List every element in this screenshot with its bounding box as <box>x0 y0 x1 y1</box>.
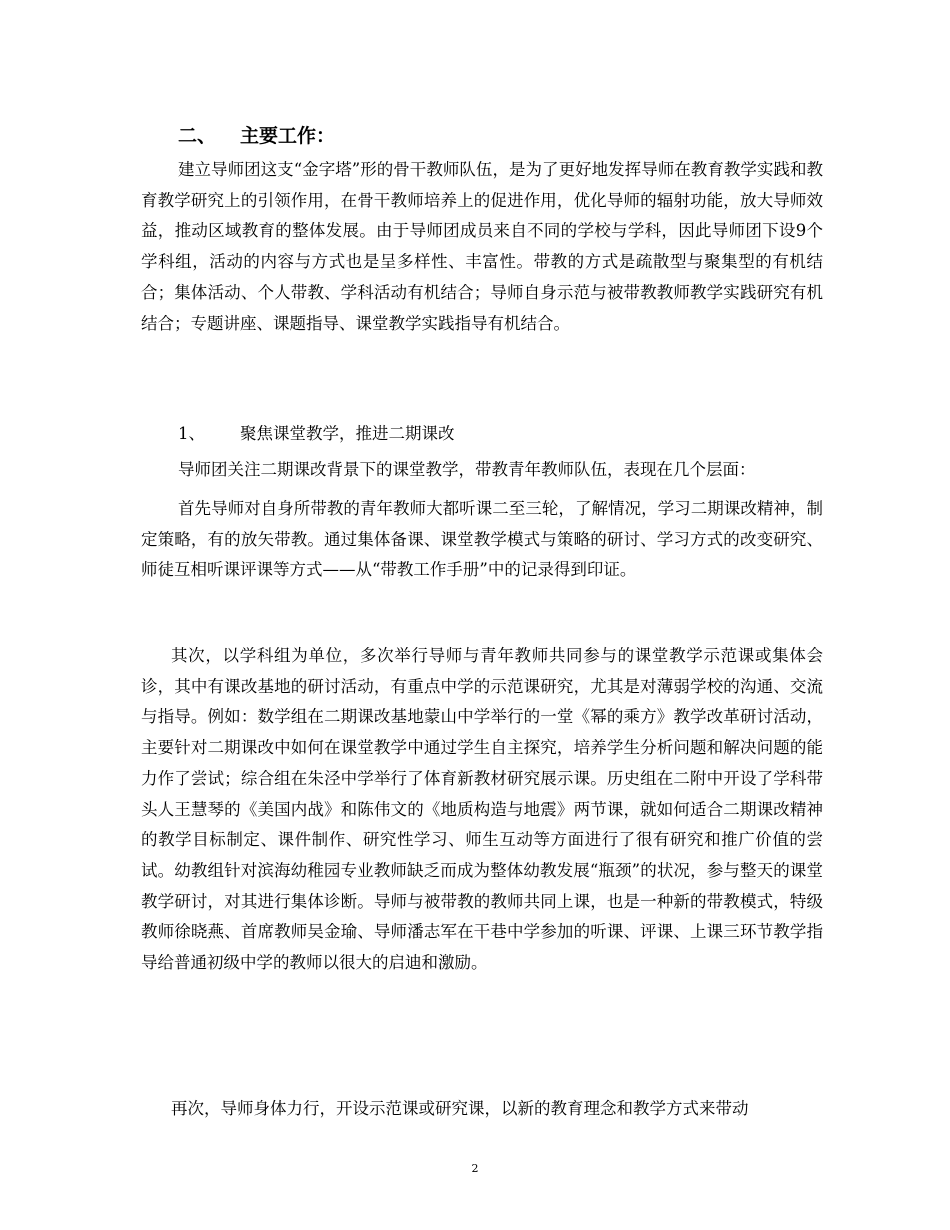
page-number: 2 <box>471 1162 479 1175</box>
subsection-title: 聚焦课堂教学，推进二期课改 <box>240 424 455 443</box>
body-paragraph-second: 其次，以学科组为单位，多次举行导师与青年教师共同参与的课堂教学示范课或集体会诊，其中有课改基地的研讨活动，有重点中学的示范课研究，尤其是对薄弱学校的沟通、交流与指导。例如：数学组在二期课改基地蒙山中学举行的一堂《幂的乘方》教学改革研讨活动，主要针对二期课改中如何在课堂教学中通过学生自主探究，培养学生分析问题和解决问题的能力作了尝试；综合组在朱泾中学举行了体育新教材研究展示课。历史组在二附中开设了学科带头人王慧琴的《美国内战》和陈伟文的《地质构造与地震》两节课，就如何适合二期课改精神的教学目标制定、课件制作、研究性学习、师生互动等方面进行了很有研究和推广价值的尝试。幼教组针对滨海幼稚园专业教师缺乏而成为整体幼教发展“瓶颈”的状况，参与整天的课堂教学研讨，对其进行集体诊断。导师与被带教的教师共同上课，也是一种新的带教模式，特级教师徐晓燕、首席教师吴金瑜、导师潘志军在干巷中学参加的听课、评课、上课三环节教学指导给普通初级中学的教师以很大的启迪和激励。 <box>141 646 823 973</box>
subsection-number: 1、 <box>178 424 205 443</box>
body-paragraph-overview: 导师团关注二期课改背景下的课堂教学，带教青年教师队伍，表现在几个层面： <box>178 460 756 479</box>
section-number: 二、 <box>178 125 217 147</box>
section-title: 主要工作： <box>240 125 336 147</box>
section-heading <box>178 122 335 150</box>
body-paragraph-first: 首先导师对自身所带教的青年教师大都听课二至三轮，了解情况，学习二期课改精神，制定策略，有的放矢带教。通过集体备课、课堂教学模式与策略的研讨、学习方式的改变研究、师徒互相听课评课等方式——从“带教工作手册”中的记录得到印证。 <box>141 499 823 580</box>
subsection-heading <box>178 420 455 448</box>
body-paragraph-third: 再次，导师身体力行，开设示范课或研究课，以新的教育理念和教学方式来带动 <box>171 1099 749 1118</box>
intro-paragraph: 建立导师团这支“金字塔”形的骨干教师队伍，是为了更好地发挥导师在教育教学实践和教育教学研究上的引领作用，在骨干教师培养上的促进作用，优化导师的辐射功能，放大导师效益，推动区域教育的整体发展。由于导师团成员来自不同的学校与学科，因此导师团下设9个学科组，活动的内容与方式也是呈多样性、丰富性。带教的方式是疏散型与聚集型的有机结合；集体活动、个人带教、学科活动有机结合；导师自身示范与被带教教师教学实践研究有机结合；专题讲座、课题指导、课堂教学实践指导有机结合。 <box>141 160 823 333</box>
